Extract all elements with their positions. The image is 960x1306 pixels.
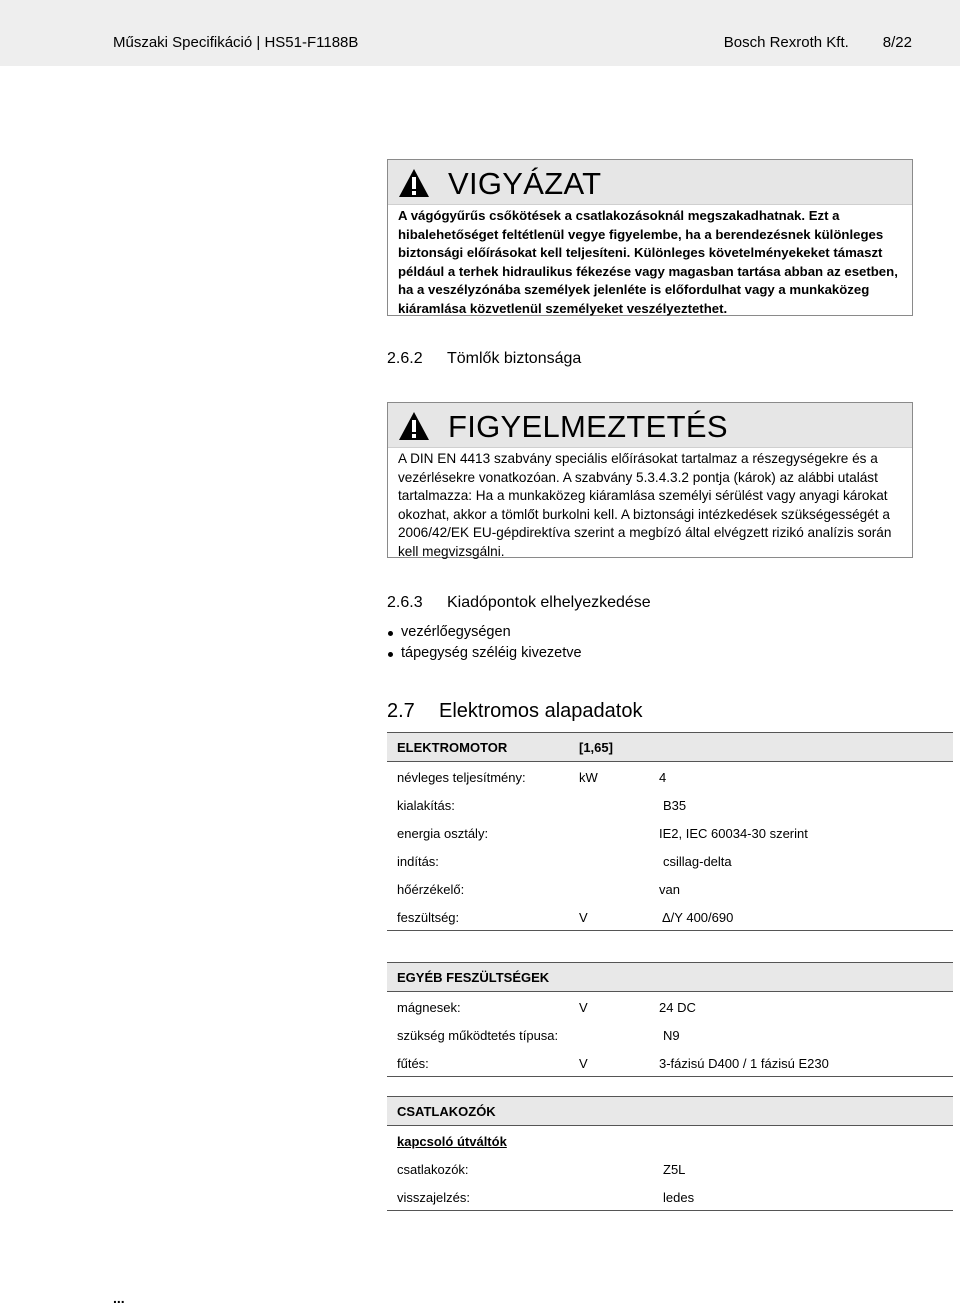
table-cell: van [659, 882, 680, 897]
page-header [0, 0, 960, 66]
section-number: 2.7 [387, 700, 415, 722]
caution-text: A vágógyűrűs csőkötések a csatlakozásoknál megszakadhatnak. Ezt a hibalehetőséget feltétlenül vegye figyelembe, ha a berendezésnek különleges biztonsági előírásokat kell teljesíteni. Különleges követelményekeket támaszt például a terhek hidraulikus fékezése vagy magasban tartása abban az esetben, ha a veszélyzónába személyek jelenléte is előfordulhat vagy a munkaközeg kiáramlása közvetlenül személyeket veszélyeztethet. [398, 208, 898, 316]
table-cell: névleges teljesítmény: [397, 770, 526, 785]
table-cell: V [579, 1000, 588, 1015]
caution-box [387, 159, 913, 316]
other-voltages-table [387, 962, 953, 1077]
table-header-cell: ELEKTROMOTOR [397, 740, 508, 755]
table-header [387, 1096, 953, 1126]
table-cell: IE2, IEC 60034-30 szerint [659, 826, 808, 841]
table-row [387, 1182, 953, 1211]
list-item: vezérlőegységen [387, 622, 582, 643]
table-cell: 3-fázisú D400 / 1 fázisú E230 [659, 1056, 829, 1071]
warning-text: A DIN EN 4413 szabvány speciális előírásokat tartalmaz a részegységekre és a vezérlésekre vonatkozóan. A szabvány 5.3.4.3.2 pontja (károk) az alábbi utalást tartalmazza: Ha a munkaközeg kiáramlása személyi sérülést vagy anyagi károkat okozhat, akkor a tömlőt burkolni kell. A biztonsági intézkedések szükségességét a 2006/42/EK EU-gépdirektíva szerint a megbízó által elvégzett rizikó analízis során kell megvizsgálni. [398, 451, 892, 559]
warning-triangle-icon [398, 168, 430, 198]
table-row [387, 762, 953, 790]
list-item: tápegység széléig kivezetve [387, 643, 582, 664]
table-row [387, 902, 953, 931]
table-cell: energia osztály: [397, 826, 489, 841]
document-title: Műszaki Specifikáció | HS51-F1188B [113, 34, 359, 51]
table-row [387, 874, 953, 902]
table-cell: visszajelzés: [397, 1190, 470, 1205]
company-name: Bosch Rexroth Kft. [723, 34, 849, 51]
section-heading-2-6-2 [387, 350, 581, 368]
table-cell: V [579, 910, 588, 925]
table-subheader: kapcsoló útváltók [397, 1134, 507, 1149]
table-cell: kW [579, 770, 598, 785]
table-cell: B35 [663, 798, 687, 813]
warning-title: FIGYELMEZTETÉS [448, 409, 728, 444]
table-cell: ledes [663, 1190, 695, 1205]
section-title: Tömlők biztonsága [447, 350, 582, 367]
outlet-locations-list [387, 622, 582, 664]
warning-box-header [388, 403, 912, 448]
warning-box [387, 402, 913, 558]
table-cell: Z5L [663, 1162, 686, 1177]
table-cell: mágnesek: [397, 1000, 461, 1015]
page-number: 8/22 [882, 34, 912, 51]
caution-box-header [388, 160, 912, 205]
table-header-cell: CSATLAKOZÓK [397, 1104, 496, 1119]
table-row [387, 818, 953, 846]
section-heading-2-7 [387, 700, 642, 723]
continuation-ellipsis: ... [113, 1290, 125, 1306]
motor-table [387, 732, 953, 931]
table-subheader-row [387, 1126, 953, 1154]
section-number: 2.6.2 [387, 350, 423, 367]
warning-triangle-icon [398, 411, 430, 441]
section-number: 2.6.3 [387, 594, 423, 611]
table-cell: Δ/Y 400/690 [662, 910, 734, 925]
table-cell: feszültség: [397, 910, 460, 925]
caution-title: VIGYÁZAT [448, 166, 602, 201]
table-header [387, 962, 953, 992]
table-cell: V [579, 1056, 588, 1071]
table-cell: 4 [659, 770, 667, 785]
table-header [387, 732, 953, 762]
table-row [387, 1154, 953, 1182]
table-header-cell: EGYÉB FESZÜLTSÉGEK [397, 970, 550, 985]
section-title: Kiadópontok elhelyezkedése [447, 594, 651, 611]
table-row [387, 1048, 953, 1077]
table-row [387, 1020, 953, 1048]
section-title: Elektromos alapadatok [439, 700, 643, 722]
connectors-table [387, 1096, 953, 1211]
header-right [724, 34, 912, 51]
table-row [387, 846, 953, 874]
table-row [387, 790, 953, 818]
table-cell: fűtés: [397, 1056, 429, 1071]
section-heading-2-6-3 [387, 594, 651, 612]
table-cell: szükség működtetés típusa: [397, 1028, 559, 1043]
table-row [387, 992, 953, 1020]
table-cell: kialakítás: [397, 798, 455, 813]
table-header-cell: [1,65] [579, 740, 613, 755]
table-cell: 24 DC [659, 1000, 696, 1015]
table-cell: N9 [663, 1028, 680, 1043]
table-cell: indítás: [397, 854, 439, 869]
table-cell: hőérzékelő: [397, 882, 465, 897]
table-cell: csillag-delta [663, 854, 732, 869]
table-cell: csatlakozók: [397, 1162, 469, 1177]
